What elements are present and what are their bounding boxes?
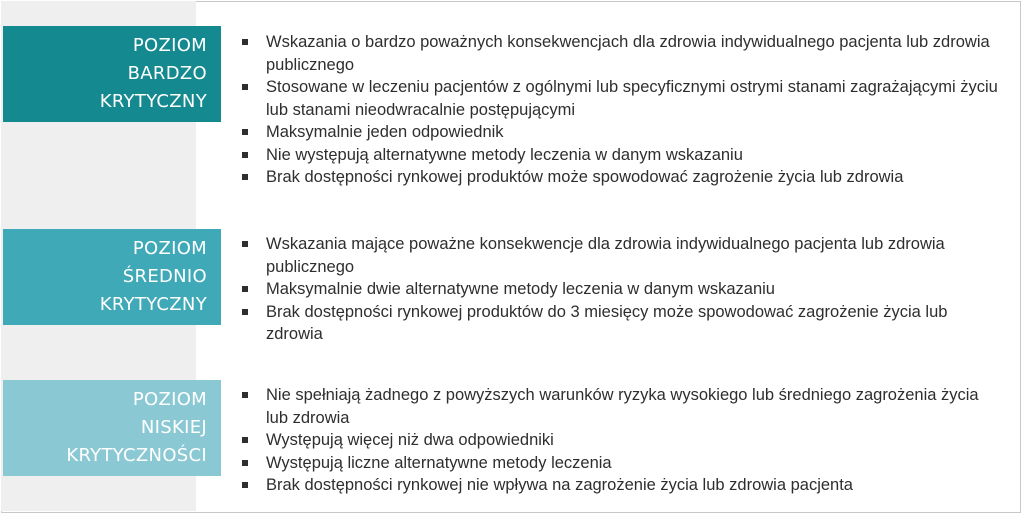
- level-label-line: NISKIEJ: [140, 417, 207, 438]
- list-item: [240, 76, 1000, 121]
- list-item-text: Stosowane w leczeniu pacjentów z ogólnymi lub specyficznymi ostrymi stanami zagrażającymi życiu lub stanami nieodwracalnie postępującymi: [266, 78, 998, 119]
- level-label-low-critical: [3, 380, 221, 476]
- list-item-text: Brak dostępności rynkowej nie wpływa na zagrożenie życia lub zdrowia pacjenta: [266, 476, 853, 494]
- list-item: [240, 301, 1000, 346]
- square-bullet-icon: [242, 460, 248, 466]
- level-label-line: BARDZO: [127, 63, 207, 84]
- list-item-text: Wskazania o bardzo poważnych konsekwencjach dla zdrowia indywidualnego pacjenta lub zdrowia publicznego: [266, 33, 990, 74]
- square-bullet-icon: [242, 482, 248, 488]
- square-bullet-icon: [242, 286, 248, 292]
- criteria-list-very-critical: [240, 31, 1000, 189]
- list-item-text: Brak dostępności rynkowej produktów do 3 miesięcy może spowodować zagrożenie życia lub zdrowia: [266, 302, 948, 343]
- square-bullet-icon: [242, 392, 248, 398]
- square-bullet-icon: [242, 39, 248, 45]
- list-item: [240, 233, 1000, 278]
- list-item-text: Wskazania mające poważne konsekwencje dla zdrowia indywidualnego pacjenta lub zdrowia publicznego: [266, 235, 945, 276]
- list-item: [240, 429, 1000, 452]
- level-label-medium-critical: [3, 229, 221, 325]
- square-bullet-icon: [242, 129, 248, 135]
- list-item: [240, 121, 1000, 144]
- list-item: [240, 452, 1000, 475]
- level-label-line: KRYTYCZNOŚCI: [66, 445, 207, 466]
- list-item: [240, 474, 1000, 497]
- square-bullet-icon: [242, 152, 248, 158]
- level-label-line: ŚREDNIO: [122, 266, 207, 287]
- square-bullet-icon: [242, 309, 248, 315]
- list-item-text: Maksymalnie dwie alternatywne metody leczenia w danym wskazaniu: [266, 280, 775, 298]
- square-bullet-icon: [242, 174, 248, 180]
- level-label-very-critical: [3, 26, 221, 122]
- list-item-text: Maksymalnie jeden odpowiednik: [266, 123, 504, 141]
- list-item: [240, 278, 1000, 301]
- square-bullet-icon: [242, 437, 248, 443]
- list-item: [240, 384, 1000, 429]
- level-label-line: POZIOM: [132, 238, 207, 259]
- list-item-text: Nie spełniają żadnego z powyższych warunków ryzyka wysokiego lub średniego zagrożenia życia lub zdrowia: [266, 386, 979, 427]
- level-label-line: POZIOM: [132, 389, 207, 410]
- list-item-text: Występują więcej niż dwa odpowiedniki: [266, 431, 554, 449]
- list-item-text: Nie występują alternatywne metody leczenia w danym wskazaniu: [266, 145, 743, 164]
- level-label-line: KRYTYCZNY: [99, 294, 207, 315]
- level-label-line: POZIOM: [132, 35, 207, 56]
- criteria-list-medium-critical: [240, 233, 1000, 346]
- list-item-text: Występują liczne alternatywne metody leczenia: [266, 453, 612, 472]
- list-item-text: Brak dostępności rynkowej produktów może spowodować zagrożenie życia lub zdrowia: [266, 168, 904, 186]
- criteria-list-low-critical: [240, 384, 1000, 497]
- list-item: [240, 144, 1000, 167]
- level-label-line: KRYTYCZNY: [99, 91, 207, 112]
- list-item: [240, 166, 1000, 189]
- list-item: [240, 31, 1000, 76]
- square-bullet-icon: [242, 84, 248, 90]
- square-bullet-icon: [242, 241, 248, 247]
